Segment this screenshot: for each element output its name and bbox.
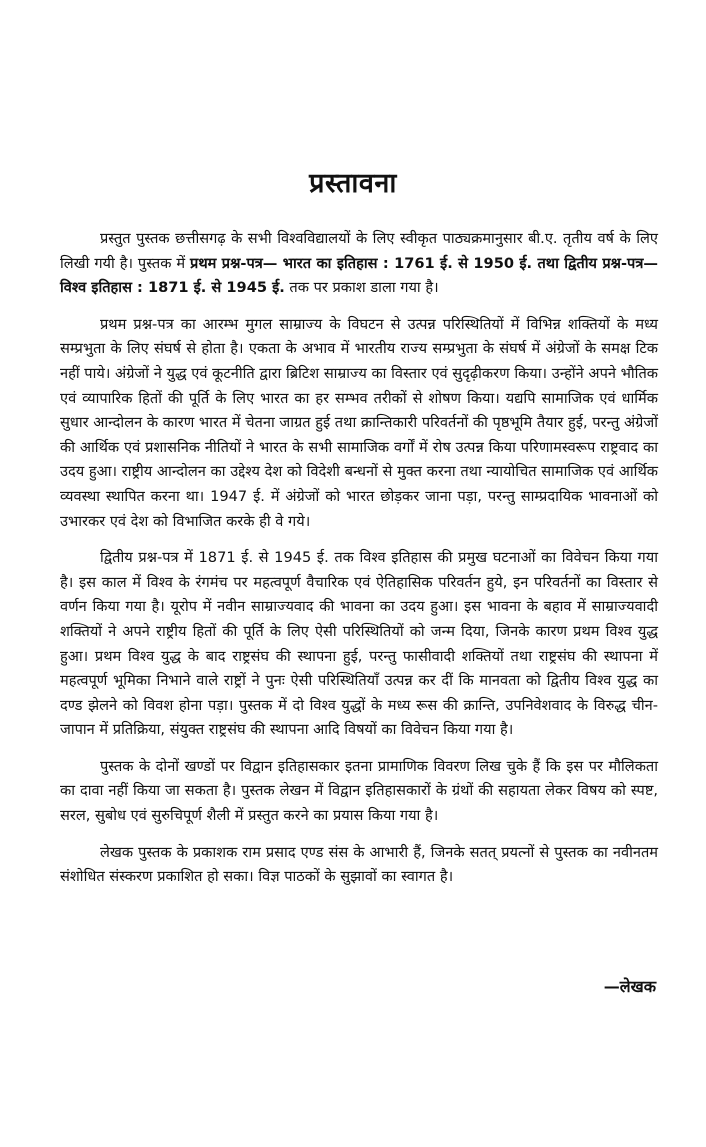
author-signature: —लेखक <box>603 977 656 996</box>
page-title: प्रस्तावना <box>309 168 397 199</box>
paragraph-first-paper: प्रथम प्रश्न-पत्र का आरम्भ मुगल साम्राज्य के विघटन से उत्पन्न परिस्थितियों में विभिन्न शक्तियों के मध्य सम्प्रभुता के लिए संघर्ष से होता है। एकता के अभाव में भारतीय राज्य सम्प्रभुता के संघर्ष में अंग्रेजों के समक्ष टिक नहीं पाये। अंग्रेजों ने युद्ध एवं कूटनीति द्वारा ब्रिटिश साम्राज्य का विस्तार एवं सुदृढ़ीकरण किया। उन्होंने अपने भौतिक एवं व्यापारिक हितों की पूर्ति के लिए भारत का हर सम्भव तरीकों से शोषण किया। यद्यपि सामाजिक एवं धार्मिक सुधार आन्दोलन के कारण भारत में चेतना जाग्रत हुई तथा क्रान्तिकारी परिवर्तनों की पृष्ठभूमि तैयार हुई, परन्तु अंग्रेजों की आर्थिक एवं प्रशासनिक नीतियों ने भारत के सभी सामाजिक वर्गों में रोष उत्पन्न किया परिणामस्वरूप राष्ट्रवाद का उदय हुआ। राष्ट्रीय आन्दोलन का उद्देश्य देश को विदेशी बन्धनों से मुक्त करना तथा न्यायोचित सामाजिक एवं आर्थिक व्यवस्था स्थापित करना था। 1947 ई. में अंग्रेजों को भारत छोड़कर जाना पड़ा, परन्तु साम्प्रदायिक भावनाओं को उभारकर एवं देश को विभाजित करके ही वे गये। <box>60 315 658 530</box>
paragraph-intro-text: प्रस्तुत पुस्तक छत्तीसगढ़ के सभी विश्वविद्यालयों के लिए स्वीकृत पाठ्यक्रमानुसार बी.ए. तृतीय वर्ष के लिए लिखी गयी है। पुस्तक में <box>60 230 658 272</box>
paragraph-sources: पुस्तक के दोनों खण्डों पर विद्वान इतिहासकार इतना प्रामाणिक विवरण लिख चुके हैं कि इस पर मौलिकता का दावा नहीं किया जा सकता है। पुस्तक लेखन में विद्वान इतिहासकारों के ग्रंथों की सहायता लेकर विषय को स्पष्ट, सरल, सुबोध एवं सुरुचिपूर्ण शैली में प्रस्तुत करने का प्रयास किया गया है। <box>60 757 658 825</box>
paragraph-acknowledgement: लेखक पुस्तक के प्रकाशक राम प्रसाद एण्ड संस के आभारी हैं, जिनके सतत् प्रयत्नों से पुस्तक का नवीनतम संशोधित संस्करण प्रकाशित हो सका। विज्ञ पाठकों के सुझावों का स्वागत है। <box>60 843 658 886</box>
paragraph-intro <box>60 227 658 301</box>
preface-body <box>60 227 658 902</box>
paragraph-intro-bold-syllabus: प्रथम प्रश्न-पत्र— भारत का इतिहास : 1761 ई. से 1950 ई. तथा द्वितीय प्रश्न-पत्र— विश्व इतिहास : 1871 ई. से 1945 ई. <box>60 254 658 297</box>
paragraph-intro-closing: तक पर प्रकाश डाला गया है। <box>284 279 439 297</box>
paragraph-second-paper: द्वितीय प्रश्न-पत्र में 1871 ई. से 1945 ई. तक विश्व इतिहास की प्रमुख घटनाओं का विवेचन किया गया है। इस काल में विश्व के रंगमंच पर महत्वपूर्ण वैचारिक एवं ऐतिहासिक परिवर्तन हुये, इन परिवर्तनों का विस्तार से वर्णन किया गया है। यूरोप में नवीन साम्राज्यवाद की भावना का उदय हुआ। इस भावना के बहाव में साम्राज्यवादी शक्तियों ने अपने राष्ट्रीय हितों की पूर्ति के लिए ऐसी परिस्थितियों को जन्म दिया, जिनके कारण प्रथम विश्व युद्ध हुआ। प्रथम विश्व युद्ध के बाद राष्ट्रसंघ की स्थापना हुई, परन्तु फासीवादी शक्तियों तथा राष्ट्रसंघ की स्थापना में महत्वपूर्ण भूमिका निभाने वाले राष्ट्रों ने पुनः ऐसी परिस्थितियाँ उत्पन्न कर दीं कि मानवता को द्वितीय विश्व युद्ध का दण्ड झेलने को विवश होना पड़ा। पुस्तक में दो विश्व युद्धों के मध्य रूस की क्रान्ति, उपनिवेशवाद के विरुद्ध चीन-जापान में प्रतिक्रिया, संयुक्त राष्ट्रसंघ की स्थापना आदि विषयों का विवेचन किया गया है। <box>60 549 658 739</box>
